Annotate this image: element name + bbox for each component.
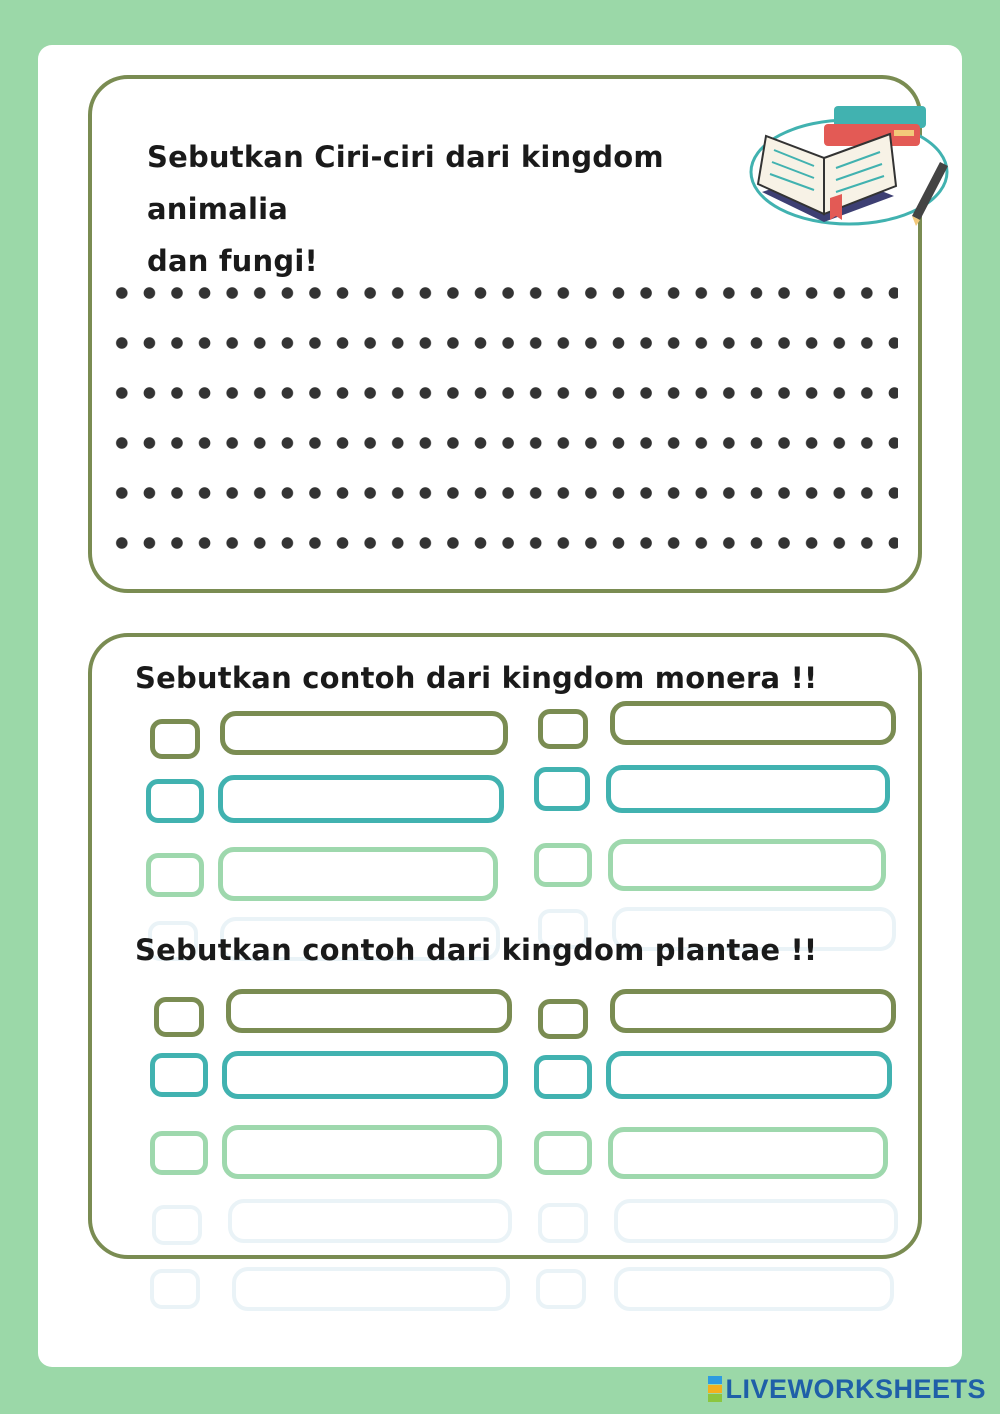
- monera-checkbox-6[interactable]: [534, 843, 592, 887]
- monera-answer-field-4[interactable]: [610, 701, 896, 745]
- brand-name: LIVEWORKSHEETS: [725, 1373, 986, 1404]
- plantae-checkbox-4[interactable]: [538, 999, 588, 1039]
- faded-answer-field: [614, 1267, 894, 1311]
- faded-answer-field: [614, 1199, 898, 1243]
- liveworksheets-logo-icon: [708, 1376, 722, 1402]
- liveworksheets-brand: [708, 1372, 986, 1406]
- question-line-1: Sebutkan Ciri-ciri dari kingdom animalia: [147, 140, 664, 226]
- plantae-answer-field-4[interactable]: [610, 989, 896, 1033]
- faded-answer-field: [232, 1267, 510, 1311]
- question-monera: Sebutkan contoh dari kingdom monera !!: [135, 661, 818, 695]
- question-line-2: dan fungi!: [147, 244, 318, 278]
- faded-checkbox: [150, 1269, 200, 1309]
- plantae-checkbox-6[interactable]: [534, 1131, 592, 1175]
- faded-checkbox: [536, 1269, 586, 1309]
- monera-checkbox-2[interactable]: [146, 779, 204, 823]
- monera-answer-field-6[interactable]: [608, 839, 886, 891]
- faded-checkbox: [538, 1203, 588, 1243]
- faded-checkbox: [152, 1205, 202, 1245]
- monera-checkbox-5[interactable]: [534, 767, 590, 811]
- worksheet-page: [38, 45, 962, 1367]
- answer-dotted-line-4[interactable]: [108, 436, 898, 450]
- answer-dotted-line-6[interactable]: [108, 536, 898, 550]
- question-animalia-fungi: [147, 131, 747, 287]
- faded-answer-field: [228, 1199, 512, 1243]
- monera-checkbox-4[interactable]: [538, 709, 588, 749]
- answer-dotted-line-2[interactable]: [108, 336, 898, 350]
- answer-dotted-line-5[interactable]: [108, 486, 898, 500]
- monera-answer-field-3[interactable]: [218, 847, 498, 901]
- monera-answer-field-1[interactable]: [220, 711, 508, 755]
- books-and-pencil-icon: [744, 100, 954, 230]
- plantae-checkbox-1[interactable]: [154, 997, 204, 1037]
- plantae-answer-field-6[interactable]: [608, 1127, 888, 1179]
- answer-dotted-line-1[interactable]: [108, 286, 898, 300]
- monera-checkbox-3[interactable]: [146, 853, 204, 897]
- question-card-examples: [88, 633, 922, 1259]
- plantae-answer-field-1[interactable]: [226, 989, 512, 1033]
- answer-dotted-line-3[interactable]: [108, 386, 898, 400]
- question-plantae: Sebutkan contoh dari kingdom plantae !!: [135, 933, 818, 967]
- plantae-checkbox-3[interactable]: [150, 1131, 208, 1175]
- plantae-answer-field-3[interactable]: [222, 1125, 502, 1179]
- plantae-checkbox-5[interactable]: [534, 1055, 592, 1099]
- monera-answer-field-2[interactable]: [218, 775, 504, 823]
- plantae-checkbox-2[interactable]: [150, 1053, 208, 1097]
- monera-answer-field-5[interactable]: [606, 765, 890, 813]
- monera-checkbox-1[interactable]: [150, 719, 200, 759]
- plantae-answer-field-5[interactable]: [606, 1051, 892, 1099]
- plantae-answer-field-2[interactable]: [222, 1051, 508, 1099]
